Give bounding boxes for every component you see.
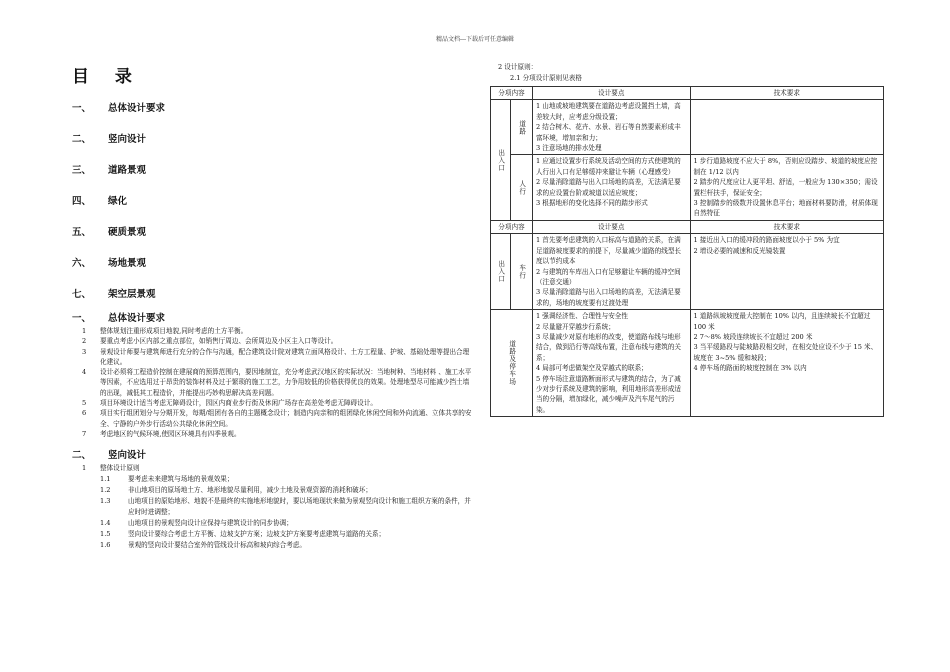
road-label: 道路	[517, 119, 526, 136]
walk-design	[532, 155, 690, 220]
list-item-num: 4	[82, 368, 87, 377]
cell-line: 2 踏步的尺度应让人更平坦、舒适，一般应为 130×350；需设置栏杆扶手，保证安全；	[693, 178, 878, 197]
list-item	[100, 529, 472, 540]
list-item-text: 设计必须将工程造价控制在建展商的预算范围内，要因地制宜，充分考虑武汉地区的实际状况：当地树种、当地材料 、施工水平等因素，不应选用过于昂贵的装饰材料及过于繁琐的施工工艺，力争用较低的价格获得优良的效果。处理地型尽可能减少挡土墙的出现，减低其工程造价，并能提出巧妙构思解决高差问题。	[100, 368, 472, 397]
cell-lines	[694, 311, 881, 373]
list-item-text: 要考虑未来建筑与场地的景观效果；	[128, 475, 234, 484]
section2-heading	[72, 445, 472, 463]
right-column	[490, 62, 884, 417]
toc-item[interactable]	[72, 246, 472, 277]
list-item	[100, 496, 472, 518]
col-tech-2: 技术要求	[690, 220, 884, 233]
list-item	[82, 336, 472, 346]
parking-label: 道路及停车场	[507, 340, 516, 386]
cell-line: 2 与建筑的车库出入口有足够避让车辆的缓冲空间（注意交通）	[535, 267, 681, 286]
toc-list	[72, 91, 472, 308]
col-design: 设计要点	[532, 87, 690, 100]
list-item-text: 景观的竖向设计要结合室外的管线设计标高和坡向综合考虑。	[128, 541, 307, 550]
list-item	[100, 474, 472, 485]
section1-num: 一、	[72, 313, 92, 324]
list-item-num: 7	[82, 429, 87, 438]
section2-lead-text: 整体设计原则	[100, 464, 140, 473]
toc-item-label: 竖向设计	[108, 133, 147, 145]
design-principle-line: 2 设计原则：	[498, 63, 538, 71]
section2-lead-num: 1	[82, 464, 87, 473]
parking-design	[532, 310, 690, 417]
walk-label-cell	[510, 155, 532, 220]
cell-line: 3 根据地形的变化选择不同的踏步形式	[535, 199, 648, 208]
row-walk	[491, 155, 884, 220]
col-item-2: 分项内容	[491, 220, 533, 233]
group2-text: 出入口	[496, 260, 505, 284]
list-item-text: 要重点考虑小区内部之重点部位，如销售厅周边、会所周边及小区主入口等设计。	[100, 337, 338, 346]
list-item	[82, 408, 472, 429]
toc-item-label: 架空层景观	[108, 288, 156, 300]
toc-item-num: 四、	[72, 195, 92, 207]
list-item-text: 非山地项目的原场地土方、地形地貌尽量利用，减少土地及景观资源的消耗和破坏；	[128, 486, 372, 495]
list-item-num: 1.3	[100, 497, 111, 506]
section2-num: 二、	[72, 450, 92, 462]
walk-label: 人行	[517, 180, 526, 196]
list-item-text: 山地项目的原始地形、地貌不是最终的实施地形地貌时，要以场地现状来做为景观竖向设计和施工组织方案的条件，并应时时进调整；	[128, 497, 471, 517]
list-item	[82, 429, 472, 439]
toc-item-num: 五、	[72, 226, 92, 238]
list-item	[82, 367, 472, 398]
list-item-text: 山地项目的景观竖向设计应保持与建筑设计的同步协调；	[128, 519, 293, 528]
list-item-num: 1.6	[100, 541, 111, 550]
row-parking	[491, 310, 884, 417]
toc-item[interactable]	[72, 91, 472, 122]
toc-item-label: 场地景观	[108, 257, 147, 269]
col-design-2: 设计要点	[532, 220, 690, 233]
toc-item[interactable]	[72, 277, 472, 308]
toc-item[interactable]	[72, 122, 472, 153]
parking-label-cell	[491, 310, 533, 417]
section2-lead	[82, 463, 472, 474]
table-intro-line: 2.1 分项设计原则见表格	[510, 74, 582, 82]
cell-line: 3 控制踏步的级数并设置休息平台；地面材料要防滑，材质体现自然特征	[693, 199, 878, 218]
toc-item-num: 七、	[72, 288, 92, 300]
table-header-row	[491, 87, 884, 100]
list-item-text: 整体规划注重形成项目地貌,同时考虑的土方平衡。	[100, 327, 248, 335]
group1-label	[491, 100, 511, 220]
cell-lines	[536, 311, 687, 415]
car-design	[532, 234, 690, 310]
road-design	[532, 100, 690, 155]
cell-line: 1 步行道路坡度不应大于 8%，否则应设踏步、坡道的坡度应控制在 1/12 以内	[693, 157, 878, 176]
list-item-text: 竖向设计要综合考虑土方平衡、边坡支护方案；边坡支护方案要考虑建筑与道路的关系；	[128, 530, 386, 539]
cell-line: 1 首先要考虑建筑的入口标高与道路的关系，在满足道路坡度要求的前提下，尽量减少道路的线型长度以节约成本	[535, 236, 682, 266]
section2-title: 竖向设计	[108, 450, 147, 462]
design-table	[490, 86, 884, 417]
section1-title: 总体设计要求	[108, 313, 166, 324]
list-item	[82, 347, 472, 368]
list-item-text: 考虑地区的气候环境,使园区环境具有四季景观。	[100, 429, 241, 438]
list-item-num: 2	[82, 337, 87, 346]
cell-line: 1 道路纵坡坡度最大控制在 10% 以内，且连续坡长不宜超过 100 米	[693, 312, 871, 331]
list-item-num: 1.4	[100, 519, 111, 528]
list-item-num: 6	[82, 409, 87, 418]
list-item-num: 1	[82, 327, 87, 335]
section1-heading	[72, 308, 472, 326]
page-header: 精品文档---下载后可任意编辑	[435, 36, 515, 43]
cell-line: 1 接近出入口的缓冲段的路面坡度以小于 5% 为宜	[693, 236, 840, 245]
cell-lines	[694, 235, 881, 256]
list-item-text: 景观设计师要与建筑师进行充分的合作与沟通，配合建筑设计院对建筑立面风格设计、土方工程量、护坡、基础处理等提出合理化建议。	[100, 347, 470, 366]
toc-item-label: 绿化	[108, 195, 128, 207]
cell-line: 2 结合树木、花卉、水景、岩石等自然要素形成丰富环境，增加亲和力；	[535, 123, 681, 142]
cell-lines	[536, 156, 687, 208]
toc-item-num: 二、	[72, 133, 92, 145]
col-tech: 技术要求	[690, 87, 884, 100]
cell-line: 2 7～8% 坡段连续坡长不宜超过 200 米	[693, 332, 813, 341]
col-item: 分项内容	[491, 87, 533, 100]
row-car	[491, 234, 884, 310]
toc-title: 目 录	[72, 67, 142, 87]
road-label-cell	[510, 100, 532, 155]
road-tech	[690, 100, 884, 155]
section2-items	[82, 474, 472, 551]
cell-line: 3 注意场地的排水处理	[535, 144, 602, 153]
list-item	[82, 326, 472, 336]
toc-item-label: 道路景观	[108, 164, 147, 176]
cell-line: 2 尽量消除道路与出入口场地的高差，无法满足要求的应设置台阶或坡道以适应坡度；	[535, 178, 681, 197]
cell-line: 4 停车场的路面的坡度控制在 3% 以内	[693, 364, 807, 373]
toc-item-label: 硬质景观	[108, 226, 147, 238]
section2-list	[82, 463, 472, 551]
toc-item-num: 三、	[72, 164, 92, 176]
toc-item-label: 总体设计要求	[108, 102, 166, 114]
group2-label	[491, 234, 511, 310]
group1-text: 出入口	[496, 148, 505, 172]
list-item	[82, 398, 472, 408]
cell-line: 2 尽量避开穿越步行系统；	[535, 322, 615, 331]
list-item	[100, 540, 472, 551]
car-label: 车行	[517, 264, 526, 280]
section1-list	[82, 326, 472, 439]
list-item-num: 1.5	[100, 530, 111, 539]
car-label-cell	[510, 234, 532, 310]
cell-line: 3 尽量消除道路与出入口场地的高差，无法满足要求的，场地的坡度要有过渡处理	[535, 288, 681, 307]
table-header-row-2	[491, 220, 884, 233]
toc-item[interactable]	[72, 153, 472, 184]
cell-lines	[536, 235, 687, 308]
left-column	[72, 62, 472, 551]
cell-lines	[694, 156, 881, 218]
walk-tech	[690, 155, 884, 220]
cell-line: 3 尽量减少对原有地形的改变，使道路布线与地形结合，做到沿行等高线布置，注意布线与建筑的关系；	[535, 332, 682, 362]
list-item-num: 1.2	[100, 486, 111, 495]
cell-line: 1 强调经济性、合理性与安全性	[535, 312, 628, 321]
row-road	[491, 100, 884, 155]
list-item	[100, 485, 472, 496]
list-item-text: 项目环境设计适当考虑无障碍设计，园区内商业步行街及休闲广场存在高差处考虑无障碍设计。	[100, 399, 377, 408]
cell-lines	[536, 101, 687, 153]
parking-tech	[690, 310, 884, 417]
list-item-num: 3	[82, 347, 87, 356]
cell-line: 5 停车场注意道路断面形式与建筑的结合，为了减少对步行系统及建筑的影响，利用地形高差形成适当的分隔，增加绿化，减少噪声及汽车尾气的污染。	[535, 374, 682, 414]
cell-line: 3 当平缓路段与陡坡路段相交时，在相交处应设不少于 15 米、坡度在 3~5% 缓和坡段；	[693, 343, 878, 362]
list-item-num: 5	[82, 399, 87, 408]
toc-item[interactable]	[72, 184, 472, 215]
cell-line: 1 山地或坡地建筑要在道路边考虑设置挡土墙，高差较大时，应考虑分级设置；	[535, 102, 681, 121]
list-item-num: 1.1	[100, 475, 111, 484]
cell-line: 1 应通过设置步行系统及活动空间的方式使建筑的人行出入口有足够缓冲来避让车辆（心理感受）	[535, 157, 681, 176]
car-tech	[690, 234, 884, 310]
toc-item-num: 一、	[72, 102, 92, 114]
toc-item-num: 六、	[72, 257, 92, 269]
list-item	[100, 518, 472, 529]
list-item-text: 项目实行组团划分与分期开发，每期/组团有各自的主题概念设计；制造内向亲和的组团绿化休闲空间和外向流通、立体共享的安全、宁静的户外步行活动公共绿化休闲空间。	[100, 409, 472, 428]
cell-line: 2 增设必要的减速和反光镜装置	[693, 246, 786, 255]
toc-item[interactable]	[72, 215, 472, 246]
cell-line: 4 局部可考虑做架空及穿越式的联系；	[535, 364, 648, 373]
